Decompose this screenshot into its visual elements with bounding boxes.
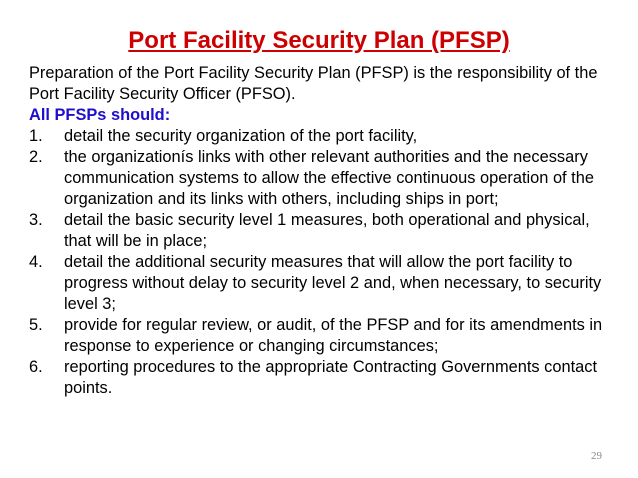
- list-item-number: 6.: [29, 358, 43, 376]
- list-item-text: the organizationís links with other relevant authorities and the necessary communication systems to allow the effective continuous operation of the organization and its links with others, including ships in port;: [64, 148, 594, 208]
- slide-body: [29, 63, 621, 399]
- list-item-number: 5.: [29, 316, 43, 334]
- list-item-text: provide for regular review, or audit, of the PFSP and for its amendments in response to experience or changing circumstances;: [64, 316, 603, 355]
- slide-title: Port Facility Security Plan (PFSP): [128, 27, 510, 54]
- list-item: [29, 357, 621, 399]
- intro-paragraph: Preparation of the Port Facility Security Plan (PFSP) is the responsibility of the Port Facility Security Officer (PFSO).: [29, 64, 598, 103]
- list-item: [29, 126, 621, 147]
- list-item-number: 3.: [29, 211, 43, 229]
- list-item-text: detail the security organization of the port facility,: [64, 127, 418, 145]
- requirements-list: [29, 126, 621, 399]
- list-item-text: detail the basic security level 1 measures, both operational and physical, that will be in place;: [64, 211, 590, 250]
- list-item-number: 1.: [29, 127, 43, 145]
- page-number: 29: [591, 450, 602, 462]
- list-item-number: 2.: [29, 148, 43, 166]
- list-item: [29, 315, 621, 357]
- list-lead: All PFSPs should:: [29, 106, 171, 124]
- list-item-number: 4.: [29, 253, 43, 271]
- list-item-text: reporting procedures to the appropriate Contracting Governments contact points.: [64, 358, 597, 397]
- list-item-text: detail the additional security measures that will allow the port facility to progress without delay to security level 2 and, when necessary, to security level 3;: [64, 253, 602, 313]
- list-item: [29, 147, 621, 210]
- list-item: [29, 210, 621, 252]
- list-item: [29, 252, 621, 315]
